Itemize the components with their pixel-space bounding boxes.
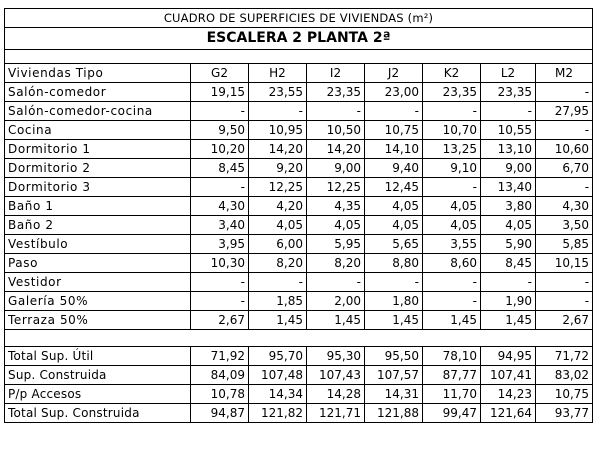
cell-value: 27,95	[536, 102, 593, 121]
table-row	[5, 102, 593, 121]
cell-value: 1,45	[307, 311, 365, 330]
col-header: I2	[307, 64, 365, 83]
row-label: Dormitorio 1	[5, 140, 191, 159]
cell-value: 9,50	[191, 121, 249, 140]
row-label: Galería 50%	[5, 292, 191, 311]
cell-value: 94,87	[191, 404, 249, 423]
cell-value: 78,10	[423, 347, 481, 366]
totals-row	[5, 385, 593, 404]
table-row	[5, 83, 593, 102]
cell-value: 13,10	[481, 140, 536, 159]
table-title: CUADRO DE SUPERFICIES DE VIVIENDAS (m²)	[5, 9, 593, 28]
cell-value: 121,71	[307, 404, 365, 423]
cell-value: -	[536, 121, 593, 140]
row-label: Dormitorio 3	[5, 178, 191, 197]
cell-value: 1,85	[249, 292, 307, 311]
col-header: G2	[191, 64, 249, 83]
cell-value: 10,50	[307, 121, 365, 140]
cell-value: 1,45	[423, 311, 481, 330]
cell-value: 9,40	[365, 159, 423, 178]
cell-value: 5,95	[307, 235, 365, 254]
cell-value: 23,35	[481, 83, 536, 102]
cell-value: 94,95	[481, 347, 536, 366]
cell-value: 23,35	[423, 83, 481, 102]
cell-value: 10,55	[481, 121, 536, 140]
cell-value: 121,88	[365, 404, 423, 423]
cell-value: 5,65	[365, 235, 423, 254]
col-header: J2	[365, 64, 423, 83]
spacer-row	[5, 330, 593, 347]
cell-value: 71,92	[191, 347, 249, 366]
cell-value: -	[536, 83, 593, 102]
cell-value: -	[536, 178, 593, 197]
row-label: Salón-comedor-cocina	[5, 102, 191, 121]
cell-value: 4,05	[365, 216, 423, 235]
cell-value: -	[307, 273, 365, 292]
blank-row	[5, 50, 593, 64]
cell-value: -	[191, 273, 249, 292]
cell-value: 95,50	[365, 347, 423, 366]
cell-value: 9,10	[423, 159, 481, 178]
cell-value: 4,05	[481, 216, 536, 235]
cell-value: 107,41	[481, 366, 536, 385]
col-header: M2	[536, 64, 593, 83]
cell-value: 3,55	[423, 235, 481, 254]
col-header: L2	[481, 64, 536, 83]
table-row	[5, 178, 593, 197]
cell-value: 10,75	[536, 385, 593, 404]
cell-value: 9,00	[481, 159, 536, 178]
row-label: Vestíbulo	[5, 235, 191, 254]
cell-value: 99,47	[423, 404, 481, 423]
cell-value: -	[423, 273, 481, 292]
totals-row	[5, 347, 593, 366]
cell-value: 9,20	[249, 159, 307, 178]
cell-value: 1,90	[481, 292, 536, 311]
cell-value: 13,25	[423, 140, 481, 159]
cell-value: 6,70	[536, 159, 593, 178]
table-subtitle: ESCALERA 2 PLANTA 2ª	[5, 28, 593, 50]
cell-value: 4,35	[307, 197, 365, 216]
cell-value: 12,25	[249, 178, 307, 197]
cell-value: 14,31	[365, 385, 423, 404]
cell-value: 1,45	[249, 311, 307, 330]
totals-row	[5, 366, 593, 385]
cell-value: -	[536, 273, 593, 292]
table-row	[5, 159, 593, 178]
cell-value: 4,05	[423, 197, 481, 216]
cell-value: 1,45	[365, 311, 423, 330]
cell-value: 23,00	[365, 83, 423, 102]
table-row	[5, 292, 593, 311]
cell-value: 4,30	[191, 197, 249, 216]
cell-value: 6,00	[249, 235, 307, 254]
cell-value: 4,30	[536, 197, 593, 216]
row-label: Salón-comedor	[5, 83, 191, 102]
cell-value: 8,20	[307, 254, 365, 273]
cell-value: 14,10	[365, 140, 423, 159]
cell-value: 4,05	[365, 197, 423, 216]
cell-value: -	[365, 273, 423, 292]
cell-value: -	[191, 102, 249, 121]
row-label: Paso	[5, 254, 191, 273]
cell-value: 107,48	[249, 366, 307, 385]
table-row	[5, 273, 593, 292]
cell-value: -	[191, 292, 249, 311]
row-label: Baño 1	[5, 197, 191, 216]
row-label: Terraza 50%	[5, 311, 191, 330]
row-label: Sup. Construida	[5, 366, 191, 385]
cell-value: 23,55	[249, 83, 307, 102]
cell-value: 14,20	[307, 140, 365, 159]
row-label: Total Sup. Construida	[5, 404, 191, 423]
cell-value: 10,75	[365, 121, 423, 140]
cell-value: -	[365, 102, 423, 121]
cell-value: -	[191, 178, 249, 197]
cell-value: 12,25	[307, 178, 365, 197]
cell-value: 4,05	[423, 216, 481, 235]
cell-value: -	[249, 102, 307, 121]
table-row	[5, 311, 593, 330]
cell-value: 4,05	[307, 216, 365, 235]
cell-value: 10,70	[423, 121, 481, 140]
cell-value: 1,80	[365, 292, 423, 311]
cell-value: 10,95	[249, 121, 307, 140]
cell-value: 107,43	[307, 366, 365, 385]
cell-value: 84,09	[191, 366, 249, 385]
cell-value: 8,60	[423, 254, 481, 273]
cell-value: 2,00	[307, 292, 365, 311]
cell-value: 5,85	[536, 235, 593, 254]
cell-value: 107,57	[365, 366, 423, 385]
table-row	[5, 121, 593, 140]
cell-value: 8,45	[481, 254, 536, 273]
cell-value: 121,64	[481, 404, 536, 423]
cell-value: 71,72	[536, 347, 593, 366]
cell-value: 14,20	[249, 140, 307, 159]
header-label: Viviendas Tipo	[5, 64, 191, 83]
cell-value: 14,23	[481, 385, 536, 404]
table-row	[5, 254, 593, 273]
cell-value: 3,80	[481, 197, 536, 216]
cell-value: 2,67	[191, 311, 249, 330]
cell-value: 10,15	[536, 254, 593, 273]
cell-value: -	[423, 292, 481, 311]
cell-value: 121,82	[249, 404, 307, 423]
cell-value: 9,00	[307, 159, 365, 178]
cell-value: 10,30	[191, 254, 249, 273]
cell-value: 3,40	[191, 216, 249, 235]
cell-value: 10,20	[191, 140, 249, 159]
cell-value: 8,45	[191, 159, 249, 178]
cell-value: 95,70	[249, 347, 307, 366]
row-label: Total Sup. Útil	[5, 347, 191, 366]
cell-value: -	[481, 102, 536, 121]
totals-row	[5, 404, 593, 423]
row-label: Cocina	[5, 121, 191, 140]
cell-value: 3,95	[191, 235, 249, 254]
col-header: K2	[423, 64, 481, 83]
cell-value: 83,02	[536, 366, 593, 385]
table-row	[5, 216, 593, 235]
cell-value: 4,05	[249, 216, 307, 235]
cell-value: -	[481, 273, 536, 292]
row-label: P/p Accesos	[5, 385, 191, 404]
table-row	[5, 235, 593, 254]
cell-value: 10,60	[536, 140, 593, 159]
cell-value: -	[307, 102, 365, 121]
cell-value: 95,30	[307, 347, 365, 366]
row-label: Baño 2	[5, 216, 191, 235]
cell-value: -	[423, 178, 481, 197]
cell-value: 1,45	[481, 311, 536, 330]
cell-value: 2,67	[536, 311, 593, 330]
cell-value: -	[249, 273, 307, 292]
surfaces-table	[4, 8, 593, 423]
cell-value: 19,15	[191, 83, 249, 102]
cell-value: 5,90	[481, 235, 536, 254]
row-label: Vestidor	[5, 273, 191, 292]
cell-value: 4,20	[249, 197, 307, 216]
cell-value: -	[536, 292, 593, 311]
cell-value: 14,34	[249, 385, 307, 404]
header-row	[5, 64, 593, 83]
row-label: Dormitorio 2	[5, 159, 191, 178]
cell-value: 3,50	[536, 216, 593, 235]
cell-value: 93,77	[536, 404, 593, 423]
col-header: H2	[249, 64, 307, 83]
cell-value: -	[423, 102, 481, 121]
cell-value: 10,78	[191, 385, 249, 404]
cell-value: 8,20	[249, 254, 307, 273]
cell-value: 23,35	[307, 83, 365, 102]
cell-value: 14,28	[307, 385, 365, 404]
cell-value: 12,45	[365, 178, 423, 197]
table-row	[5, 197, 593, 216]
table-row	[5, 140, 593, 159]
cell-value: 8,80	[365, 254, 423, 273]
cell-value: 11,70	[423, 385, 481, 404]
cell-value: 13,40	[481, 178, 536, 197]
cell-value: 87,77	[423, 366, 481, 385]
